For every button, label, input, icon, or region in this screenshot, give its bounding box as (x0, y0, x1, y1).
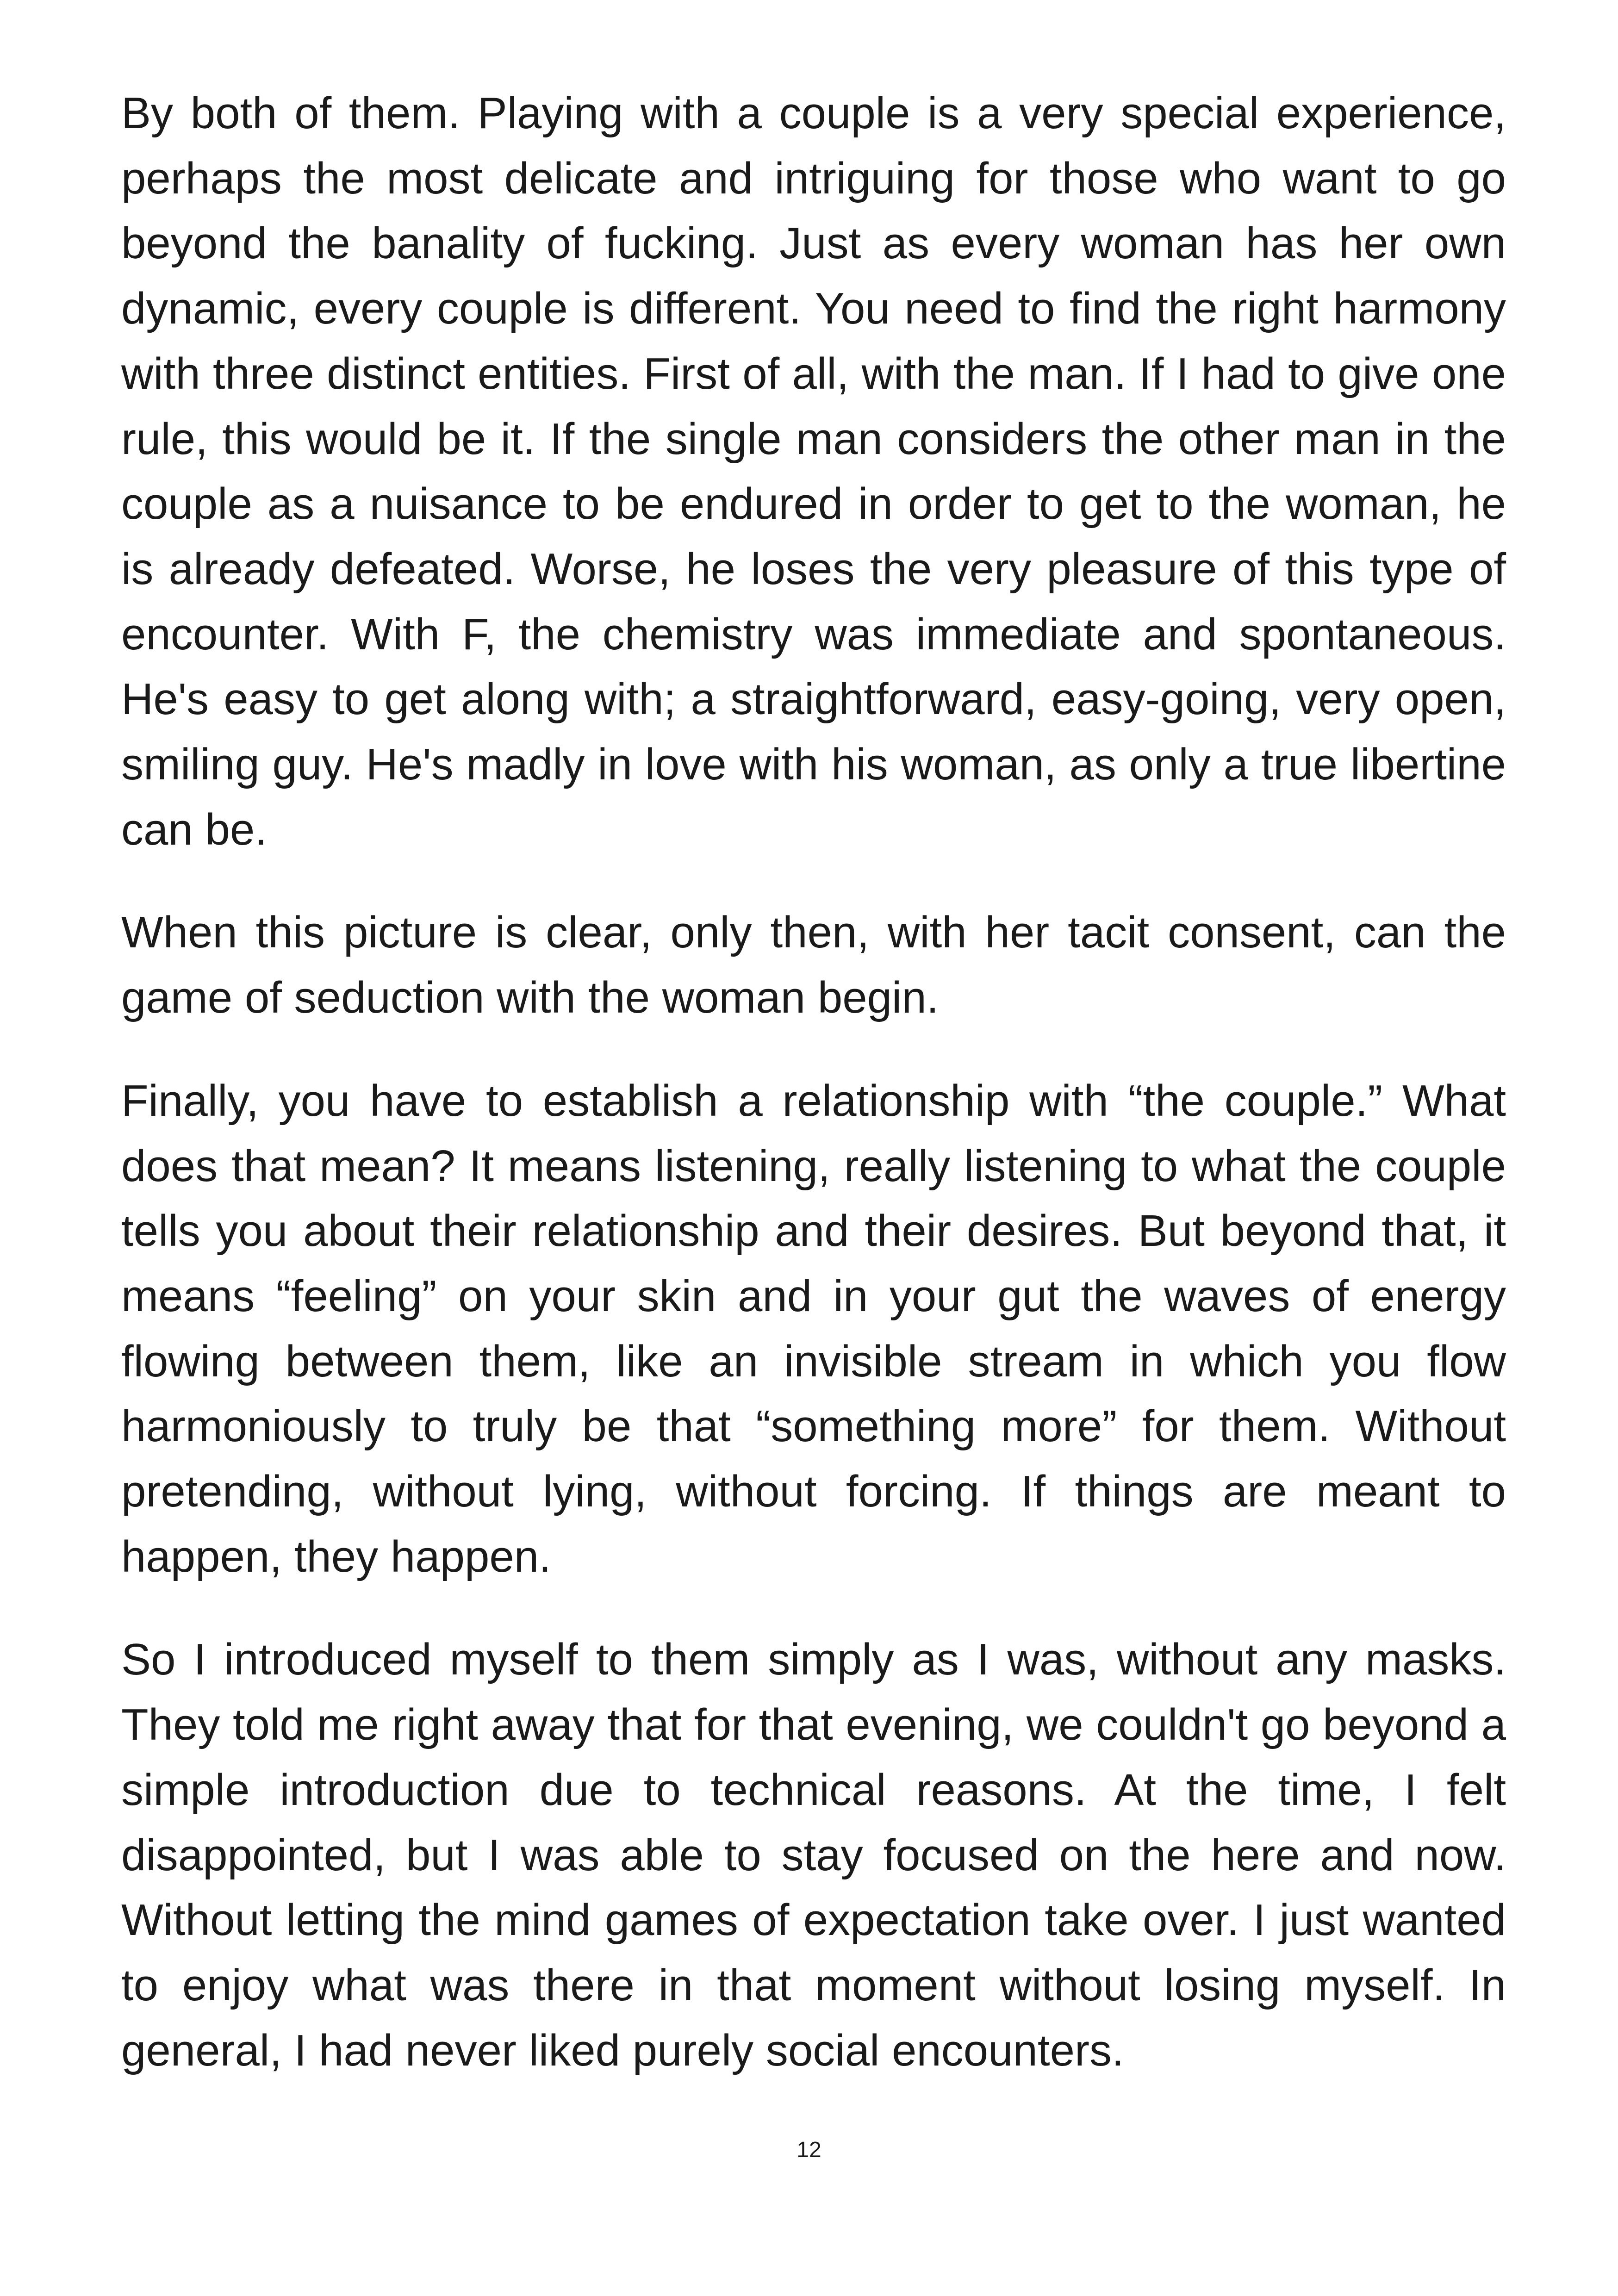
paragraph: So I introduced myself to them simply as I was, without any masks. They told me right away that for that evening, we couldn't go beyond a simple introduction due to technical reasons. At the time, I felt disappointed, but I was able to stay focused on the here and now. Without letting the mind games of expectation take over. I just wanted to enjoy what was there in that moment without losing myself. In general, I had never liked purely social encounters. (121, 1635, 1506, 2075)
paragraph: By both of them. Playing with a couple is a very special experience, perhaps the most delicate and intriguing for those who want to go beyond the banality of fucking. Just as every woman has her own dynamic, every couple is different. You need to find the right harmony with three distinct entities. First of all, with the man. If I had to give one rule, this would be it. If the single man considers the other man in the couple as a nuisance to be endured in order to get to the woman, he is already defeated. Worse, he loses the very pleasure of this type of encounter. With F, the chemistry was immediate and spontaneous. He's easy to get along with; a straightforward, easy-going, very open, smiling guy. He's madly in love with his woman, as only a true libertine can be. (121, 88, 1506, 854)
paragraph: Finally, you have to establish a relationship with “the couple.” What does that mean? It means listening, really listening to what the couple tells you about their relationship and their desires. But beyond that, it means “feeling” on your skin and in your gut the waves of energy flowing between them, like an invisible stream in which you flow harmoniously to truly be that “something more” for them. Without pretending, without lying, without forcing. If things are meant to happen, they happen. (121, 1076, 1506, 1581)
paragraph: When this picture is clear, only then, with her tacit consent, can the game of seduction with the woman begin. (121, 908, 1506, 1023)
body-text (121, 81, 1506, 2083)
page-number: 12 (797, 2138, 821, 2162)
